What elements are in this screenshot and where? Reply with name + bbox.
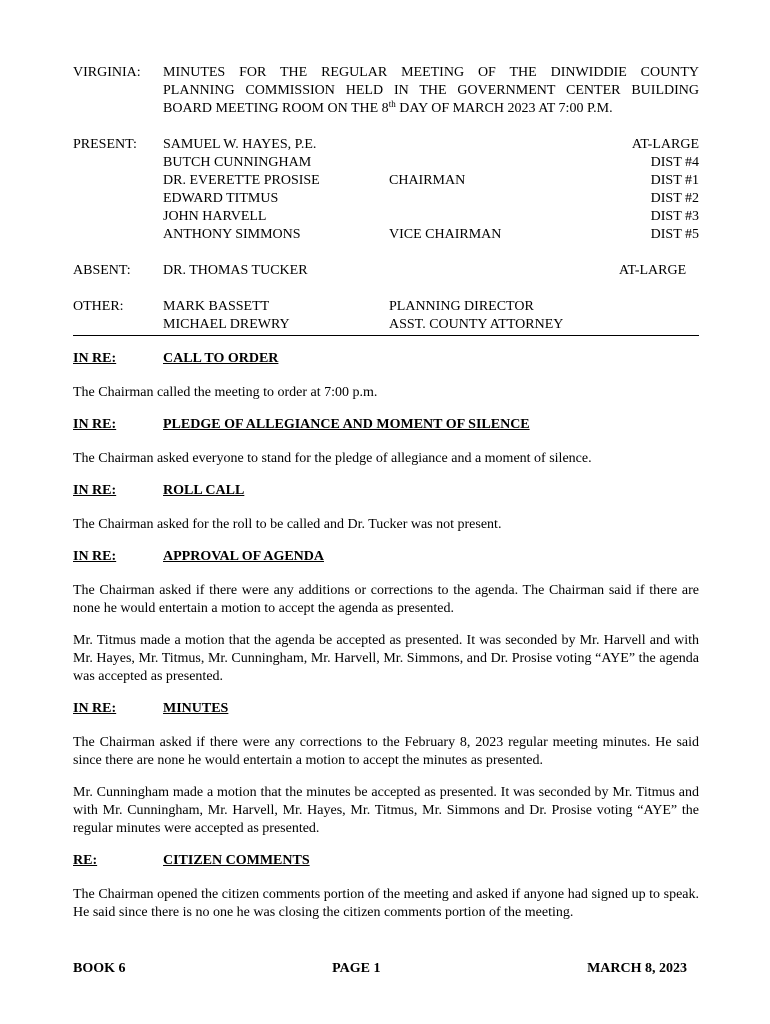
section-label: RE:: [73, 853, 98, 868]
section-title: MINUTES: [163, 701, 229, 716]
section-heading: [73, 548, 699, 566]
section-heading: [73, 350, 699, 368]
document-title: [163, 64, 699, 118]
section-minutes: [73, 700, 699, 838]
section-label: IN RE:: [73, 417, 117, 432]
member-row: [163, 190, 699, 208]
present-section: [73, 136, 699, 244]
title-line-3-pre: BOARD MEETING ROOM ON THE 8: [163, 101, 389, 116]
other-title: PLANNING DIRECTOR: [389, 299, 534, 314]
member-name: SAMUEL W. HAYES, P.E.: [163, 137, 317, 152]
section-approval-of-agenda: [73, 548, 699, 686]
divider-rule: [73, 335, 699, 336]
member-district: DIST #4: [650, 155, 699, 170]
present-label: PRESENT:: [73, 137, 137, 152]
paragraph: The Chairman asked for the roll to be called and Dr. Tucker was not present.: [73, 517, 502, 532]
section-title: PLEDGE OF ALLEGIANCE AND MOMENT OF SILENCE: [163, 417, 530, 432]
absent-district: AT-LARGE: [619, 263, 687, 278]
footer-date: MARCH 8, 2023: [587, 961, 687, 976]
section-citizen-comments: [73, 852, 699, 922]
other-row: [163, 316, 699, 334]
section-roll-call: [73, 482, 699, 534]
present-list: [163, 136, 699, 244]
state-label: VIRGINIA:: [73, 65, 141, 80]
member-title: [389, 154, 619, 172]
other-row: [163, 298, 699, 316]
paragraph: Mr. Cunningham made a motion that the minutes be accepted as presented. It was seconded by Mr. Titmus and with Mr. Cunningham, Mr. Harvell, Mr. Hayes, Mr. Titmus, Mr. Simmons and Dr. Prosise voting “AYE” the regular minutes were accepted as presented.: [73, 785, 699, 836]
section-title: CALL TO ORDER: [163, 351, 279, 366]
member-row: [163, 154, 699, 172]
member-district: DIST #3: [650, 209, 699, 224]
other-section: [73, 298, 699, 334]
member-district: DIST #2: [650, 191, 699, 206]
member-district: AT-LARGE: [631, 137, 699, 152]
absent-name: DR. THOMAS TUCKER: [163, 263, 308, 278]
section-label: IN RE:: [73, 701, 117, 716]
member-title: [389, 190, 619, 208]
member-name: BUTCH CUNNINGHAM: [163, 155, 312, 170]
section-title: ROLL CALL: [163, 483, 245, 498]
section-call-to-order: [73, 350, 699, 402]
member-name: JOHN HARVELL: [163, 209, 267, 224]
member-row: [163, 226, 699, 244]
minutes-page: [73, 64, 699, 922]
page-footer: [73, 960, 687, 978]
absent-section: [73, 262, 699, 280]
member-district: DIST #1: [650, 173, 699, 188]
member-row: [163, 208, 699, 226]
section-label: IN RE:: [73, 549, 117, 564]
other-name: MICHAEL DREWRY: [163, 317, 290, 332]
paragraph: The Chairman called the meeting to order at 7:00 p.m.: [73, 385, 378, 400]
member-title: [389, 208, 619, 226]
title-line-3-sup: th: [388, 99, 396, 109]
member-row: [163, 136, 699, 154]
section-heading: [73, 416, 699, 434]
section-heading: [73, 482, 699, 500]
absent-title: [389, 262, 619, 280]
section-label: IN RE:: [73, 483, 117, 498]
member-title: VICE CHAIRMAN: [389, 227, 502, 242]
section-title: CITIZEN COMMENTS: [163, 853, 310, 868]
paragraph: The Chairman asked if there were any corrections to the February 8, 2023 regular meeting minutes. He said since there are none he would entertain a motion to accept the minutes as presented.: [73, 735, 699, 768]
title-line-2: PLANNING COMMISSION HELD IN THE GOVERNMENT CENTER BUILDING: [163, 83, 699, 98]
other-name: MARK BASSETT: [163, 299, 270, 314]
title-line-1: MINUTES FOR THE REGULAR MEETING OF THE DINWIDDIE COUNTY: [163, 65, 699, 80]
member-district: DIST #5: [650, 227, 699, 242]
document-header: [73, 64, 699, 118]
member-row: [163, 172, 699, 190]
member-name: EDWARD TITMUS: [163, 191, 279, 206]
paragraph: The Chairman asked if there were any additions or corrections to the agenda. The Chairman said if there are none he would entertain a motion to accept the agenda as presented.: [73, 583, 699, 616]
section-label: IN RE:: [73, 351, 117, 366]
other-label: OTHER:: [73, 299, 124, 314]
title-line-3: [163, 100, 699, 118]
other-list: [163, 298, 699, 334]
section-heading: [73, 852, 699, 870]
title-line-3-post: DAY OF MARCH 2023 AT 7:00 P.M.: [395, 101, 613, 116]
footer-page: PAGE 1: [332, 961, 381, 976]
other-title: ASST. COUNTY ATTORNEY: [389, 317, 564, 332]
section-title: APPROVAL OF AGENDA: [163, 549, 325, 564]
member-name: ANTHONY SIMMONS: [163, 227, 301, 242]
paragraph: The Chairman asked everyone to stand for the pledge of allegiance and a moment of silence.: [73, 451, 592, 466]
absent-row: [163, 262, 699, 280]
paragraph: Mr. Titmus made a motion that the agenda be accepted as presented. It was seconded by Mr. Harvell and with Mr. Hayes, Mr. Titmus, Mr. Cunningham, Mr. Harvell, Mr. Simmons, and Dr. Prosise voting “AYE” the agenda was accepted as presented.: [73, 633, 699, 684]
paragraph: The Chairman opened the citizen comments portion of the meeting and asked if anyone had signed up to speak. He said since there is no one he was closing the citizen comments portion of the meeting.: [73, 887, 699, 920]
footer-book: BOOK 6: [73, 961, 126, 976]
section-pledge: [73, 416, 699, 468]
member-title: CHAIRMAN: [389, 173, 466, 188]
member-name: DR. EVERETTE PROSISE: [163, 173, 320, 188]
member-title: [389, 136, 619, 154]
absent-label: ABSENT:: [73, 263, 131, 278]
section-heading: [73, 700, 699, 718]
